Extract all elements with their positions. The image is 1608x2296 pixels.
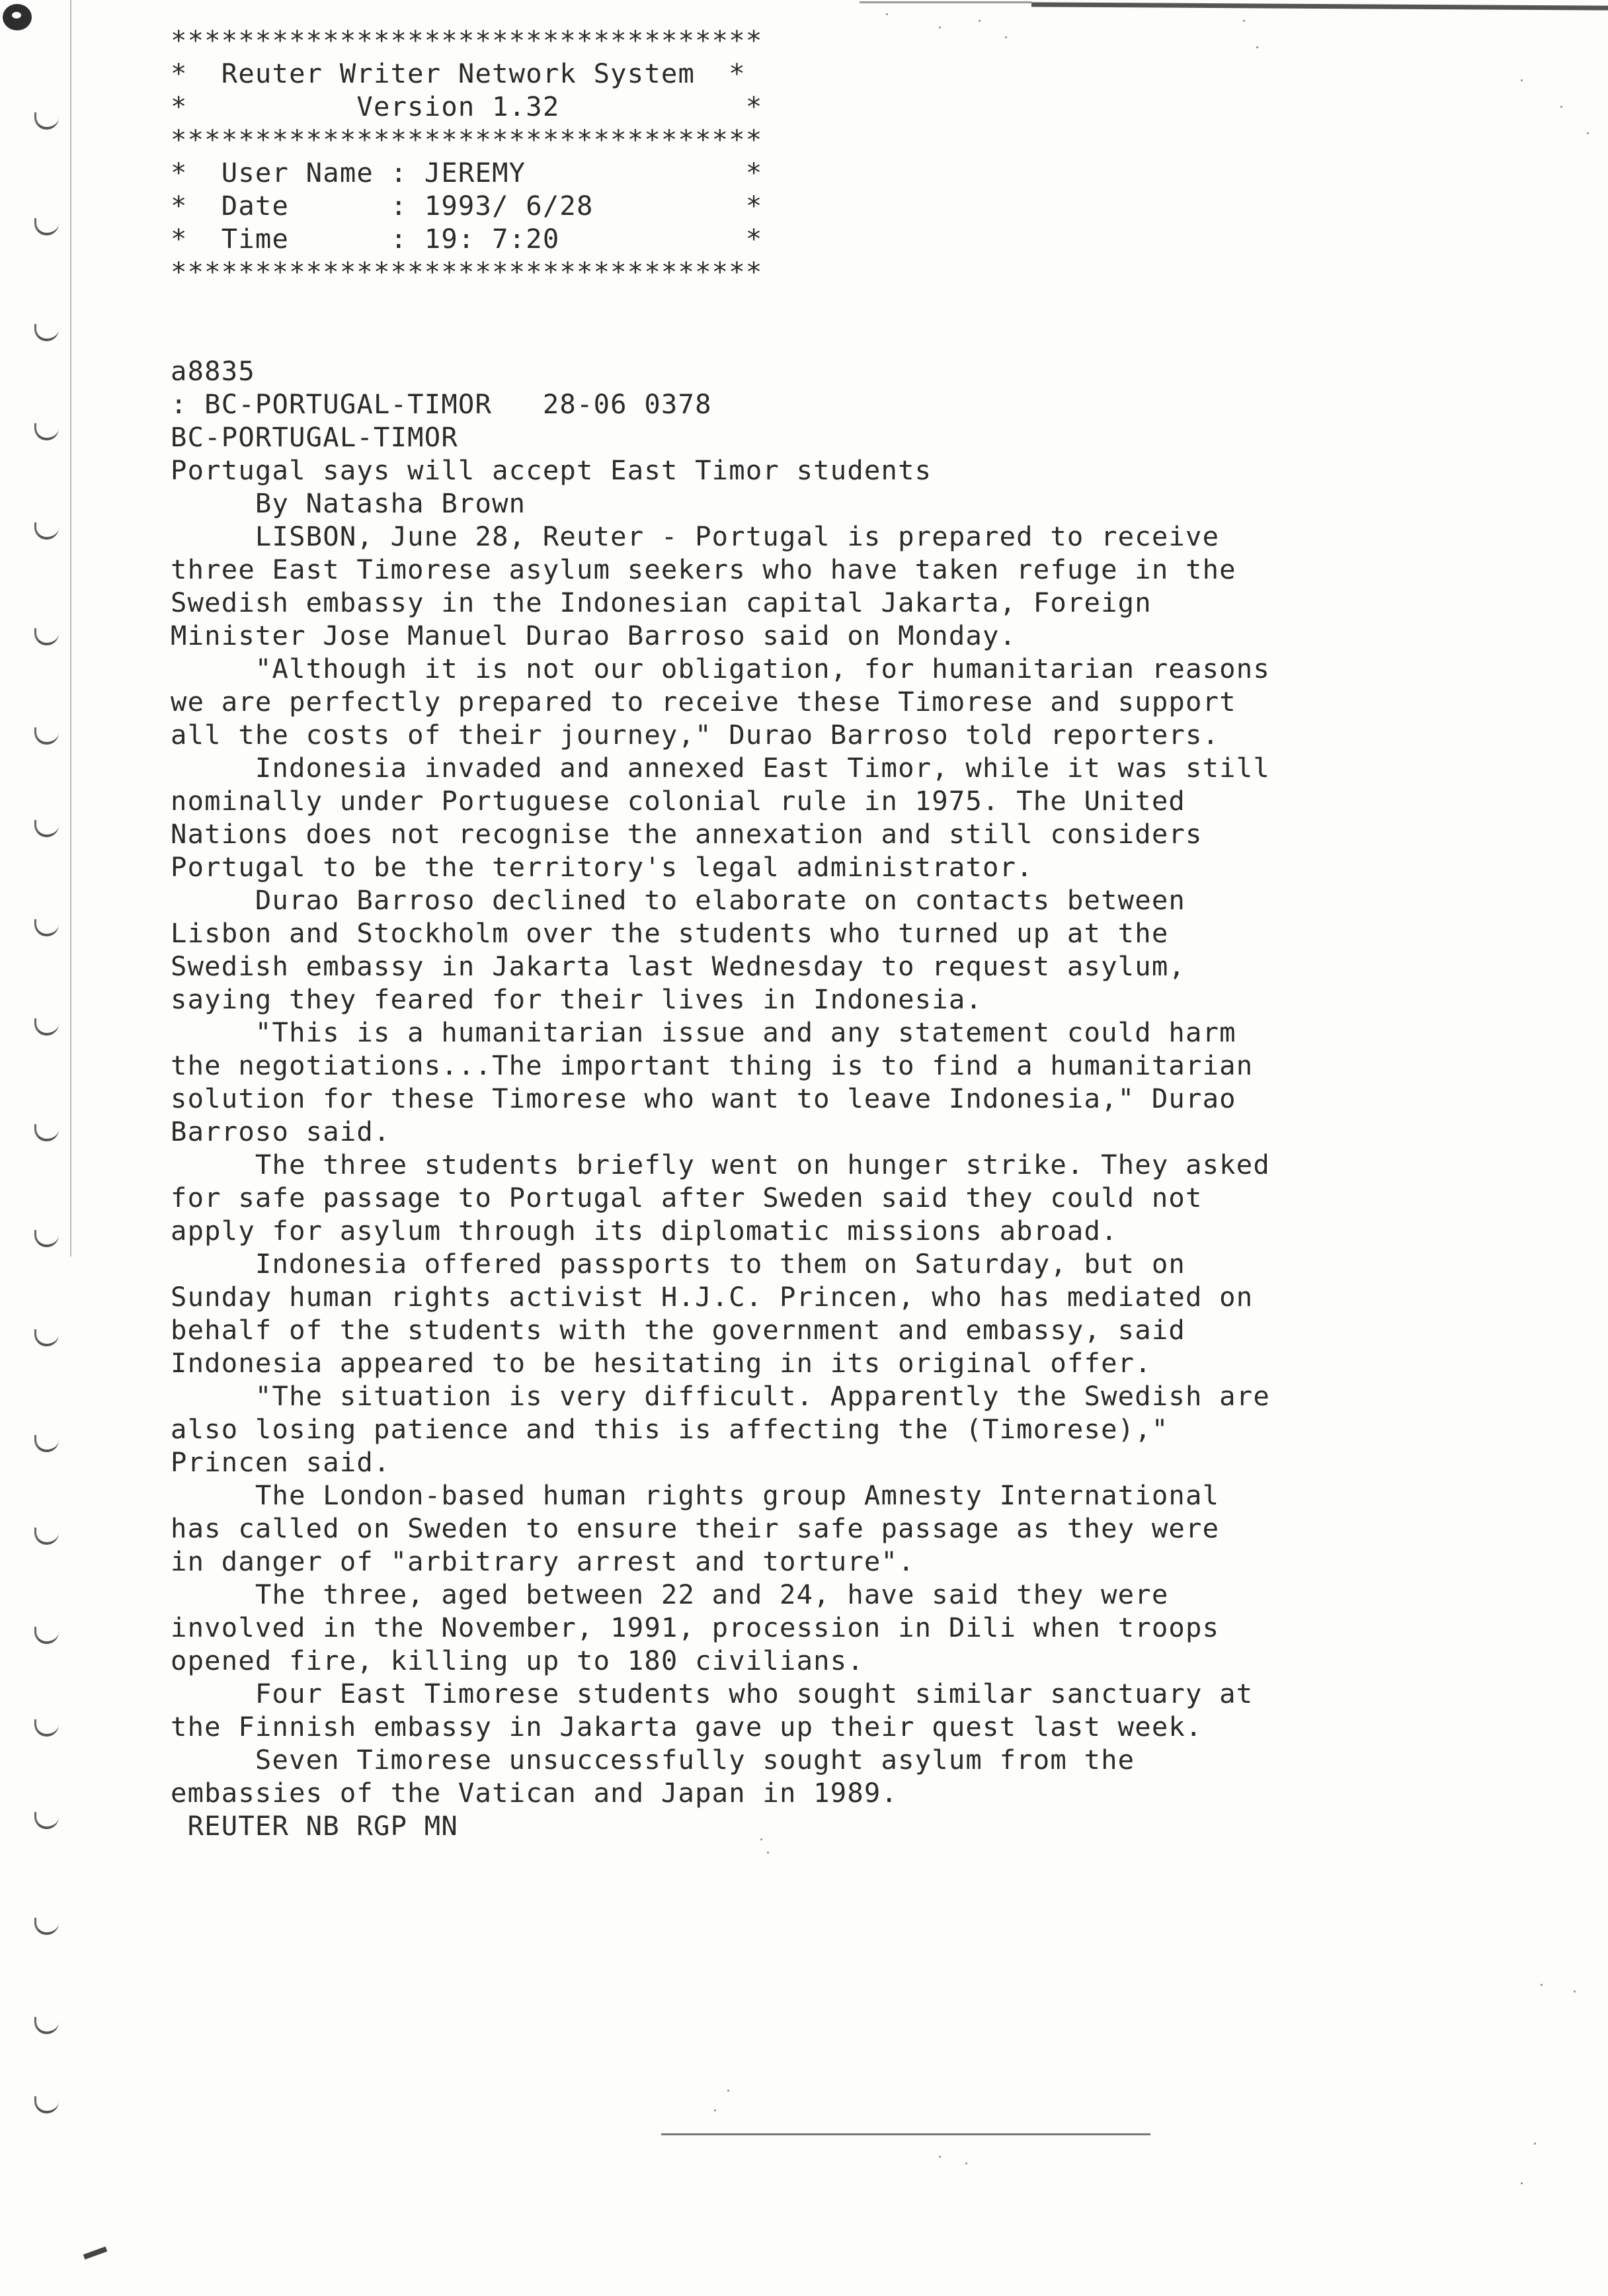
body-line: the negotiations...The important thing is to find a humanitarian	[171, 1049, 1254, 1081]
header-line: ***********************************	[171, 124, 763, 155]
wire-story	[171, 24, 1270, 1842]
feed-hole	[34, 522, 59, 540]
feed-hole	[34, 820, 59, 837]
feed-hole	[34, 1719, 59, 1737]
paper-speck	[1243, 20, 1245, 22]
feed-hole	[34, 1528, 59, 1545]
feed-hole	[34, 1627, 59, 1644]
body-line: "Although it is not our obligation, for humanitarian reasons	[171, 653, 1270, 684]
body-line: in danger of "arbitrary arrest and torture".	[171, 1545, 915, 1577]
body-line: Lisbon and Stockholm over the students who turned up at the	[171, 917, 1169, 949]
punch-hole-mark	[3, 4, 32, 30]
body-line: "This is a humanitarian issue and any statement could harm	[171, 1016, 1236, 1048]
body-line: opened fire, killing up to 180 civilians.	[171, 1645, 864, 1676]
paper-speck	[1521, 79, 1523, 81]
body-line: LISBON, June 28, Reuter - Portugal is prepared to receive	[171, 520, 1220, 552]
header-line: * User Name : JEREMY *	[171, 157, 763, 188]
system-header-box	[171, 24, 1270, 288]
body-line: Nations does not recognise the annexation and still considers	[171, 818, 1203, 850]
body-line: Indonesia appeared to be hesitating in its original offer.	[171, 1347, 1152, 1379]
body-line: The London-based human rights group Amnesty International	[171, 1479, 1220, 1511]
body-line: Sunday human rights activist H.J.C. Princen, who has mediated on	[171, 1281, 1254, 1313]
corner-mark	[83, 2246, 108, 2260]
body-line: Minister Jose Manuel Durao Barroso said on Monday.	[171, 620, 1017, 651]
feed-hole	[34, 1329, 59, 1346]
body-line: Four East Timorese students who sought similar sanctuary at	[171, 1678, 1254, 1709]
body-line: nominally under Portuguese colonial rule in 1975. The United	[171, 785, 1186, 817]
body-line: three East Timorese asylum seekers who have taken refuge in the	[171, 554, 1236, 585]
feed-hole	[34, 1435, 59, 1452]
paper-speck	[1560, 106, 1562, 108]
feed-hole	[34, 218, 59, 235]
keyword-line: BC-PORTUGAL-TIMOR	[171, 421, 458, 453]
paper-speck	[727, 2090, 729, 2092]
body-line: saying they feared for their lives in Indonesia.	[171, 983, 983, 1015]
body-line: all the costs of their journey," Durao Barroso told reporters.	[171, 719, 1220, 751]
bottom-edge-rule	[661, 2133, 1150, 2135]
story-id: a8835	[171, 355, 255, 387]
header-line: ***********************************	[171, 256, 763, 288]
body-line: Portugal to be the territory's legal administrator.	[171, 851, 1033, 883]
paper-speck	[939, 2156, 941, 2158]
headline: Portugal says will accept East Timor students	[171, 454, 932, 486]
body-line: also losing patience and this is affecting the (Timorese),"	[171, 1413, 1169, 1445]
feed-hole	[34, 2017, 59, 2034]
paper-speck	[1541, 1984, 1543, 1986]
body-line: has called on Sweden to ensure their safe passage as they were	[171, 1512, 1220, 1544]
feed-hole	[34, 1124, 59, 1141]
body-line: Indonesia offered passports to them on Saturday, but on	[171, 1248, 1186, 1280]
body-line: Seven Timorese unsuccessfully sought asylum from the	[171, 1744, 1135, 1776]
paper-speck	[1587, 132, 1589, 134]
body-line: the Finnish embassy in Jakarta gave up their quest last week.	[171, 1711, 1203, 1742]
header-line: * Reuter Writer Network System *	[171, 58, 746, 89]
paper-speck	[767, 1852, 769, 1854]
paper-speck	[965, 2162, 967, 2164]
feed-hole	[34, 1812, 59, 1829]
paper-speck	[886, 13, 888, 15]
feed-hole	[34, 727, 59, 745]
body-line: Indonesia invaded and annexed East Timor, while it was still	[171, 752, 1270, 784]
top-edge-rule	[1031, 2, 1608, 10]
body-line: embassies of the Vatican and Japan in 1989.	[171, 1777, 899, 1809]
story-body	[171, 520, 1270, 1809]
paper-speck	[979, 20, 981, 22]
byline: By Natasha Brown	[171, 487, 526, 519]
header-line: ***********************************	[171, 24, 763, 56]
body-line: Swedish embassy in Jakarta last Wednesday to request asylum,	[171, 950, 1186, 982]
body-line: involved in the November, 1991, procession in Dili when troops	[171, 1612, 1220, 1643]
feed-hole	[34, 324, 59, 341]
body-line: we are perfectly prepared to receive these Timorese and support	[171, 686, 1236, 718]
feed-hole	[34, 1230, 59, 1247]
feed-hole	[34, 919, 59, 936]
body-line: solution for these Timorese who want to leave Indonesia," Durao	[171, 1083, 1236, 1114]
paper-speck	[1521, 2182, 1523, 2184]
header-line: * Version 1.32 *	[171, 91, 763, 122]
body-line: The three, aged between 22 and 24, have said they were	[171, 1578, 1169, 1610]
feed-hole	[34, 1018, 59, 1036]
top-edge-smudge	[860, 1, 1031, 3]
body-line: Durao Barroso declined to elaborate on contacts between	[171, 884, 1186, 916]
body-line: Barroso said.	[171, 1116, 391, 1147]
feed-hole	[34, 423, 59, 440]
header-line: * Time : 19: 7:20 *	[171, 223, 763, 255]
routing-line: : BC-PORTUGAL-TIMOR 28-06 0378	[171, 388, 712, 420]
body-line: behalf of the students with the government and embassy, said	[171, 1314, 1186, 1346]
feed-hole	[34, 2096, 59, 2113]
paper-speck	[1574, 1990, 1576, 1992]
feed-hole	[34, 112, 59, 130]
body-line: Swedish embassy in the Indonesian capital Jakarta, Foreign	[171, 587, 1152, 618]
body-line: Princen said.	[171, 1446, 391, 1478]
body-line: The three students briefly went on hunger strike. They asked	[171, 1149, 1270, 1180]
body-line: for safe passage to Portugal after Sweden said they could not	[171, 1182, 1203, 1213]
body-line: apply for asylum through its diplomatic missions abroad.	[171, 1215, 1118, 1247]
signoff: REUTER NB RGP MN	[171, 1810, 458, 1842]
paper-speck	[1534, 2143, 1536, 2145]
paper-speck	[714, 2110, 716, 2112]
body-line: "The situation is very difficult. Apparently the Swedish are	[171, 1380, 1270, 1412]
feed-hole	[34, 1918, 59, 1935]
header-line: * Date : 1993/ 6/28 *	[171, 190, 763, 222]
perforation-line	[70, 0, 71, 1256]
feed-hole	[34, 628, 59, 645]
